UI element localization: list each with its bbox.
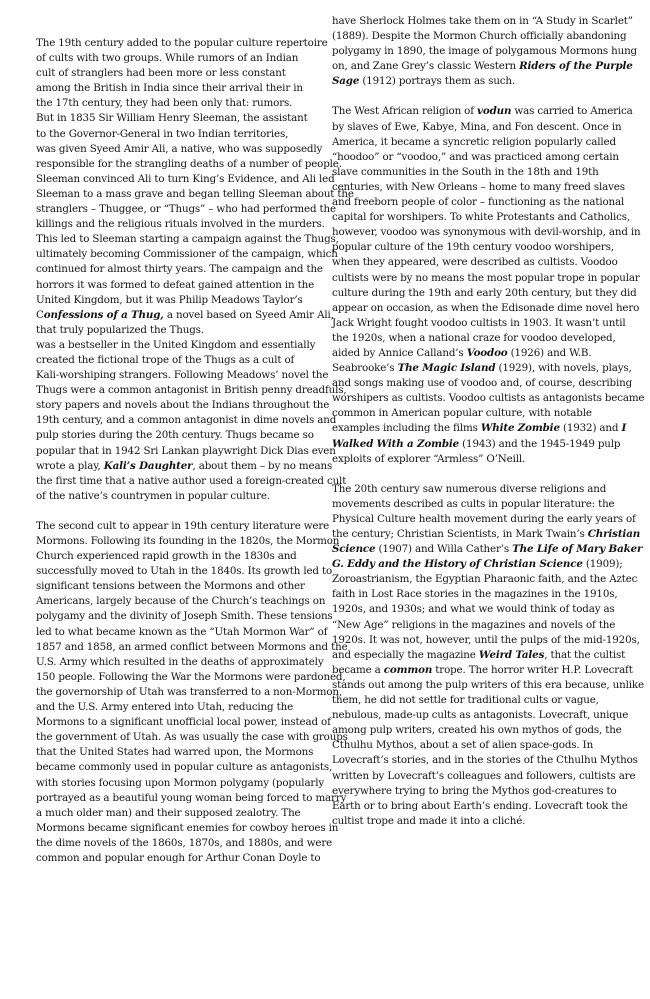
italic-title: onfessions of a Thug, xyxy=(43,308,164,321)
text-line: Mormons became significant enemies for cowboy heroes in xyxy=(36,821,339,834)
text-line: everywhere trying to bring the Mythos god-creatures to xyxy=(332,784,617,797)
text-line: however, voodoo was synonymous with devil-worship, and in xyxy=(332,226,641,239)
text-line: 1857 and 1858, an armed conflict between Mormons and the xyxy=(36,640,348,653)
text-line: by slaves of Ewe, Kabye, Mina, and Fon descent. Once in xyxy=(332,120,622,133)
italic-title: I xyxy=(621,422,627,435)
text-line: (1889). Despite the Mormon Church officially abandoning xyxy=(332,30,627,43)
text-line: became commonly used in popular culture as antagonists, xyxy=(36,761,333,774)
italic-title: Voodoo xyxy=(466,346,508,359)
text-line: The second cult to appear in 19th century literature were xyxy=(36,519,330,532)
text-line: appear on occasion, as when the Edisonade dime novel hero xyxy=(332,301,640,314)
text-line: U.S. Army which resulted in the deaths of approximately xyxy=(36,655,324,668)
text-line: popular culture of the 19th century voodoo worshipers, xyxy=(332,241,614,254)
text-line: Kali-worshiping strangers. Following Meadows’ novel the xyxy=(36,369,329,382)
text-line: United Kingdom, but it was Philip Meadows Taylor’s xyxy=(36,293,303,306)
text-line: “hoodoo” or “voodoo,” and was practiced among certain xyxy=(332,150,619,163)
italic-title: Science xyxy=(332,543,376,556)
text-line: the government of Utah. As was usually the case with groups xyxy=(36,731,348,744)
text-line xyxy=(36,338,324,353)
text-segment: C xyxy=(36,308,44,321)
text-line: Mormons. Following its founding in the 1820s, the Mormon xyxy=(36,535,340,547)
text-line: among the British in India since their arrival their in xyxy=(36,82,303,95)
text-line: polygamy in 1890, the image of polygamous Mormons hung xyxy=(332,45,637,58)
text-line: was given Syeed Amir Ali, a native, who was supposedly xyxy=(36,142,323,155)
text-line: to the Governor-General in two Indian territories, xyxy=(36,127,289,140)
text-line: cult of stranglers had been more or less constant xyxy=(36,67,286,80)
text-line: America, it became a syncretic religion popularly called xyxy=(332,135,616,148)
text-segment: Seabrooke’s xyxy=(332,362,398,375)
italic-title: Riders of the Purple xyxy=(519,60,633,73)
italic-title: Walked With a Zombie xyxy=(332,437,460,450)
text-line: culture during the 19th and early 20th century, but they did xyxy=(332,286,637,299)
text-line: of cults with two groups. While rumors of an Indian xyxy=(36,52,299,65)
text-line: horrors it was formed to defeat gained attention in the xyxy=(36,278,315,291)
text-line: common and popular enough for Arthur Conan Doyle to xyxy=(36,851,321,864)
text-segment: (1909); xyxy=(582,558,623,571)
text-line: led to what became known as the “Utah Mormon War” of xyxy=(36,625,328,638)
text-line: capital for worshipers. To white Protestants and Catholics, xyxy=(332,211,631,224)
text-line xyxy=(332,104,633,119)
text-line: The 20th century saw numerous diverse religions and xyxy=(332,482,607,495)
text-line: with stories focusing upon Mormon polygamy (popularly xyxy=(36,776,325,789)
text-line: Church experienced rapid growth in the 1830s and xyxy=(36,550,297,563)
text-line xyxy=(332,361,632,376)
italic-title: The Life of Mary Baker xyxy=(512,543,643,556)
text-line: portrayed as a beautiful young woman being forced to marry xyxy=(36,791,347,804)
text-line: slave communities in the South in the 18th and 19th xyxy=(332,165,599,178)
text-line xyxy=(332,346,620,361)
text-line: 19th century, and a common antagonist in dime novels and xyxy=(36,414,337,427)
text-line xyxy=(332,59,633,74)
text-line: the first time that a native author used a foreign-created cult xyxy=(36,474,347,487)
text-line: 1920s, and 1930s; and what we would think of today as xyxy=(332,603,615,616)
text-line: Thugs were a common antagonist in British penny dreadfuls, xyxy=(36,384,347,397)
text-segment: and especially the magazine xyxy=(332,648,479,661)
text-line: cultists were by no means the most popular trope in popular xyxy=(332,271,640,284)
text-line: Earth or to bring about Earth’s ending. Lovecraft took the xyxy=(332,799,628,812)
text-line xyxy=(36,308,334,323)
text-line: exploits of explorer “Armless” O’Neill. xyxy=(332,452,526,465)
text-line: Lovecraft’s stories, and in the stories of the Cthulhu Mythos xyxy=(332,754,638,767)
text-line: stranglers – Thuggee, or “Thugs” – who had performed the xyxy=(36,203,336,216)
italic-title: Kali’s Daughter xyxy=(103,459,193,472)
text-line: popular that in 1942 Sri Lankan playwright Dick Dias even xyxy=(36,444,336,457)
text-line: stands out among the pulp writers of this era because, unlike xyxy=(332,678,644,691)
text-line: and the U.S. Army entered into Utah, reducing the xyxy=(36,701,294,714)
text-segment: The West African religion of xyxy=(332,105,478,118)
text-line: the 1920s, when a national craze for voodoo developed, xyxy=(332,331,616,344)
text-line: that truly popularized the Thugs. xyxy=(36,323,204,336)
text-line: centuries, with New Orleans – home to many freed slaves xyxy=(332,180,625,193)
text-segment: was a bestseller in the United Kingdom and essentially xyxy=(36,338,316,351)
italic-title: vodun xyxy=(477,105,512,118)
text-segment: was carried to America xyxy=(511,105,633,118)
text-line xyxy=(332,421,627,436)
italic-title: Weird Tales xyxy=(478,648,545,661)
text-segment: became a xyxy=(332,663,384,676)
text-segment: (1932) and xyxy=(559,422,622,435)
text-line: the governorship of Utah was transferred to a non-Mormon, xyxy=(36,685,343,698)
text-segment: the century; Christian Scientists, in Mark Twain’s xyxy=(332,528,588,540)
text-line: the 17th century, they had been only that: rumors. xyxy=(36,97,293,110)
text-line: “New Age” religions in the magazines and novels of the xyxy=(332,618,616,631)
text-line: But in 1835 Sir William Henry Sleeman, the assistant xyxy=(36,112,308,125)
text-line: and songs making use of voodoo and, of course, describing xyxy=(332,377,633,390)
text-segment: a novel based on Syeed Amir Ali, xyxy=(163,308,334,321)
text-line: common in American popular culture, with notable xyxy=(332,407,592,420)
text-line: significant tensions between the Mormons and other xyxy=(36,580,305,593)
paragraph xyxy=(332,482,644,829)
text-line xyxy=(332,527,641,542)
paragraph xyxy=(332,14,637,89)
text-segment: on, and Zane Grey’s classic Western xyxy=(332,60,520,73)
text-line xyxy=(332,663,633,678)
text-line: a much older man) and their supposed zealotry. The xyxy=(36,806,301,819)
paragraph xyxy=(36,519,348,866)
text-line: Physical Culture health movement during the early years of xyxy=(332,512,636,525)
text-line: of the native’s countrymen in popular culture. xyxy=(36,489,270,502)
text-line: 150 people. Following the War the Mormons were pardoned, xyxy=(36,670,346,683)
text-line: responsible for the strangling deaths of a number of people. xyxy=(36,157,342,170)
text-line: The 19th century added to the popular culture repertoire xyxy=(36,37,328,49)
text-line: successfully moved to Utah in the 1840s. Its growth led to xyxy=(36,565,333,578)
text-line: Jack Wright fought voodoo cultists in 1903. It wasn’t until xyxy=(332,316,626,329)
text-line: This led to Sleeman starting a campaign against the Thugs, xyxy=(36,233,339,246)
text-line: Zoroastrianism, the Egyptian Pharaonic faith, and the Aztec xyxy=(332,573,638,586)
text-line: killings and the religious rituals involved in the murders. xyxy=(36,218,325,231)
text-line: movements described as cults in popular literature: the xyxy=(332,497,615,510)
text-segment: (1912) portrays them as such. xyxy=(359,75,516,88)
text-segment: (1943) and the 1945-1949 pulp xyxy=(459,437,621,450)
italic-title: G. Eddy and the History of Christian Science xyxy=(332,558,583,571)
text-line: polygamy and the divinity of Joseph Smith. These tensions xyxy=(36,610,333,623)
text-line xyxy=(332,648,626,663)
text-line: ultimately becoming Commissioner of the campaign, which xyxy=(36,248,338,261)
text-line: Sleeman to a mass grave and began telling Sleeman about the xyxy=(36,187,354,200)
text-line: Cthulhu Mythos, about a set of alien space-gods. In xyxy=(332,739,594,752)
right-column xyxy=(332,14,645,844)
text-line: pulp stories during the 20th century. Thugs became so xyxy=(36,429,314,442)
text-line xyxy=(332,74,620,89)
text-line: and freeborn people of color – functioning as the national xyxy=(332,196,625,209)
text-line: nebulous, made-up cults as antagonists. Lovecraft, unique xyxy=(332,709,629,722)
text-line: Sleeman convinced Ali to turn King’s Evidence, and Ali led xyxy=(36,172,335,185)
text-segment: aided by Annice Calland’s xyxy=(332,346,467,359)
italic-title: common xyxy=(383,663,433,676)
text-line xyxy=(332,557,623,572)
text-line: cultist trope and made it into a cliché. xyxy=(332,814,526,827)
text-segment: , about them – by no means xyxy=(192,459,333,472)
italic-title: Christian xyxy=(587,528,641,540)
text-line: Americans, largely because of the Church’s teachings on xyxy=(36,595,326,608)
text-line: Mormons to a significant unofficial local power, instead of xyxy=(36,716,331,729)
text-segment: trope. The horror writer H.P. Lovecraft xyxy=(432,663,633,676)
text-line: worshipers as cultists. Voodoo cultists as antagonists became xyxy=(332,392,645,405)
text-segment: (1907) and Willa Cather’s xyxy=(375,543,513,556)
text-line: story papers and novels about the Indians throughout the xyxy=(36,399,330,412)
text-line: that the United States had warred upon, the Mormons xyxy=(36,746,314,759)
paragraph xyxy=(332,104,645,466)
text-line: 1920s. It was not, however, until the pulps of the mid-1920s, xyxy=(332,633,640,646)
text-segment: examples including the films xyxy=(332,422,481,435)
text-line: the dime novels of the 1860s, 1870s, and 1880s, and were xyxy=(36,836,333,849)
text-line: when they appeared, were described as cultists. Voodoo xyxy=(332,256,618,269)
text-line: them, he did not settle for traditional cults or vague, xyxy=(332,694,599,707)
text-line: among pulp writers, created his own mythos of gods, the xyxy=(332,724,622,737)
italic-title: The Magic Island xyxy=(397,362,496,375)
italic-title: White Zombie xyxy=(480,422,560,435)
text-line: continued for almost thirty years. The campaign and the xyxy=(36,263,323,276)
text-line: have Sherlock Holmes take them on in “A Study in Scarlet” xyxy=(332,15,633,27)
text-line xyxy=(36,459,333,474)
text-segment: (1926) and W.B. xyxy=(507,346,592,359)
text-line xyxy=(332,542,643,557)
italic-title: Sage xyxy=(332,75,360,88)
text-line: faith in Lost Race stories in the magazines in the 1910s, xyxy=(332,588,618,601)
text-segment: (1929), with novels, plays, xyxy=(495,362,632,375)
text-segment: wrote a play, xyxy=(36,459,104,472)
text-line: created the fictional trope of the Thugs as a cult of xyxy=(36,353,295,366)
text-line: written by Lovecraft’s colleagues and followers, cultists are xyxy=(332,769,636,782)
text-segment: , that the cultist xyxy=(544,648,626,661)
text-line xyxy=(332,437,620,452)
